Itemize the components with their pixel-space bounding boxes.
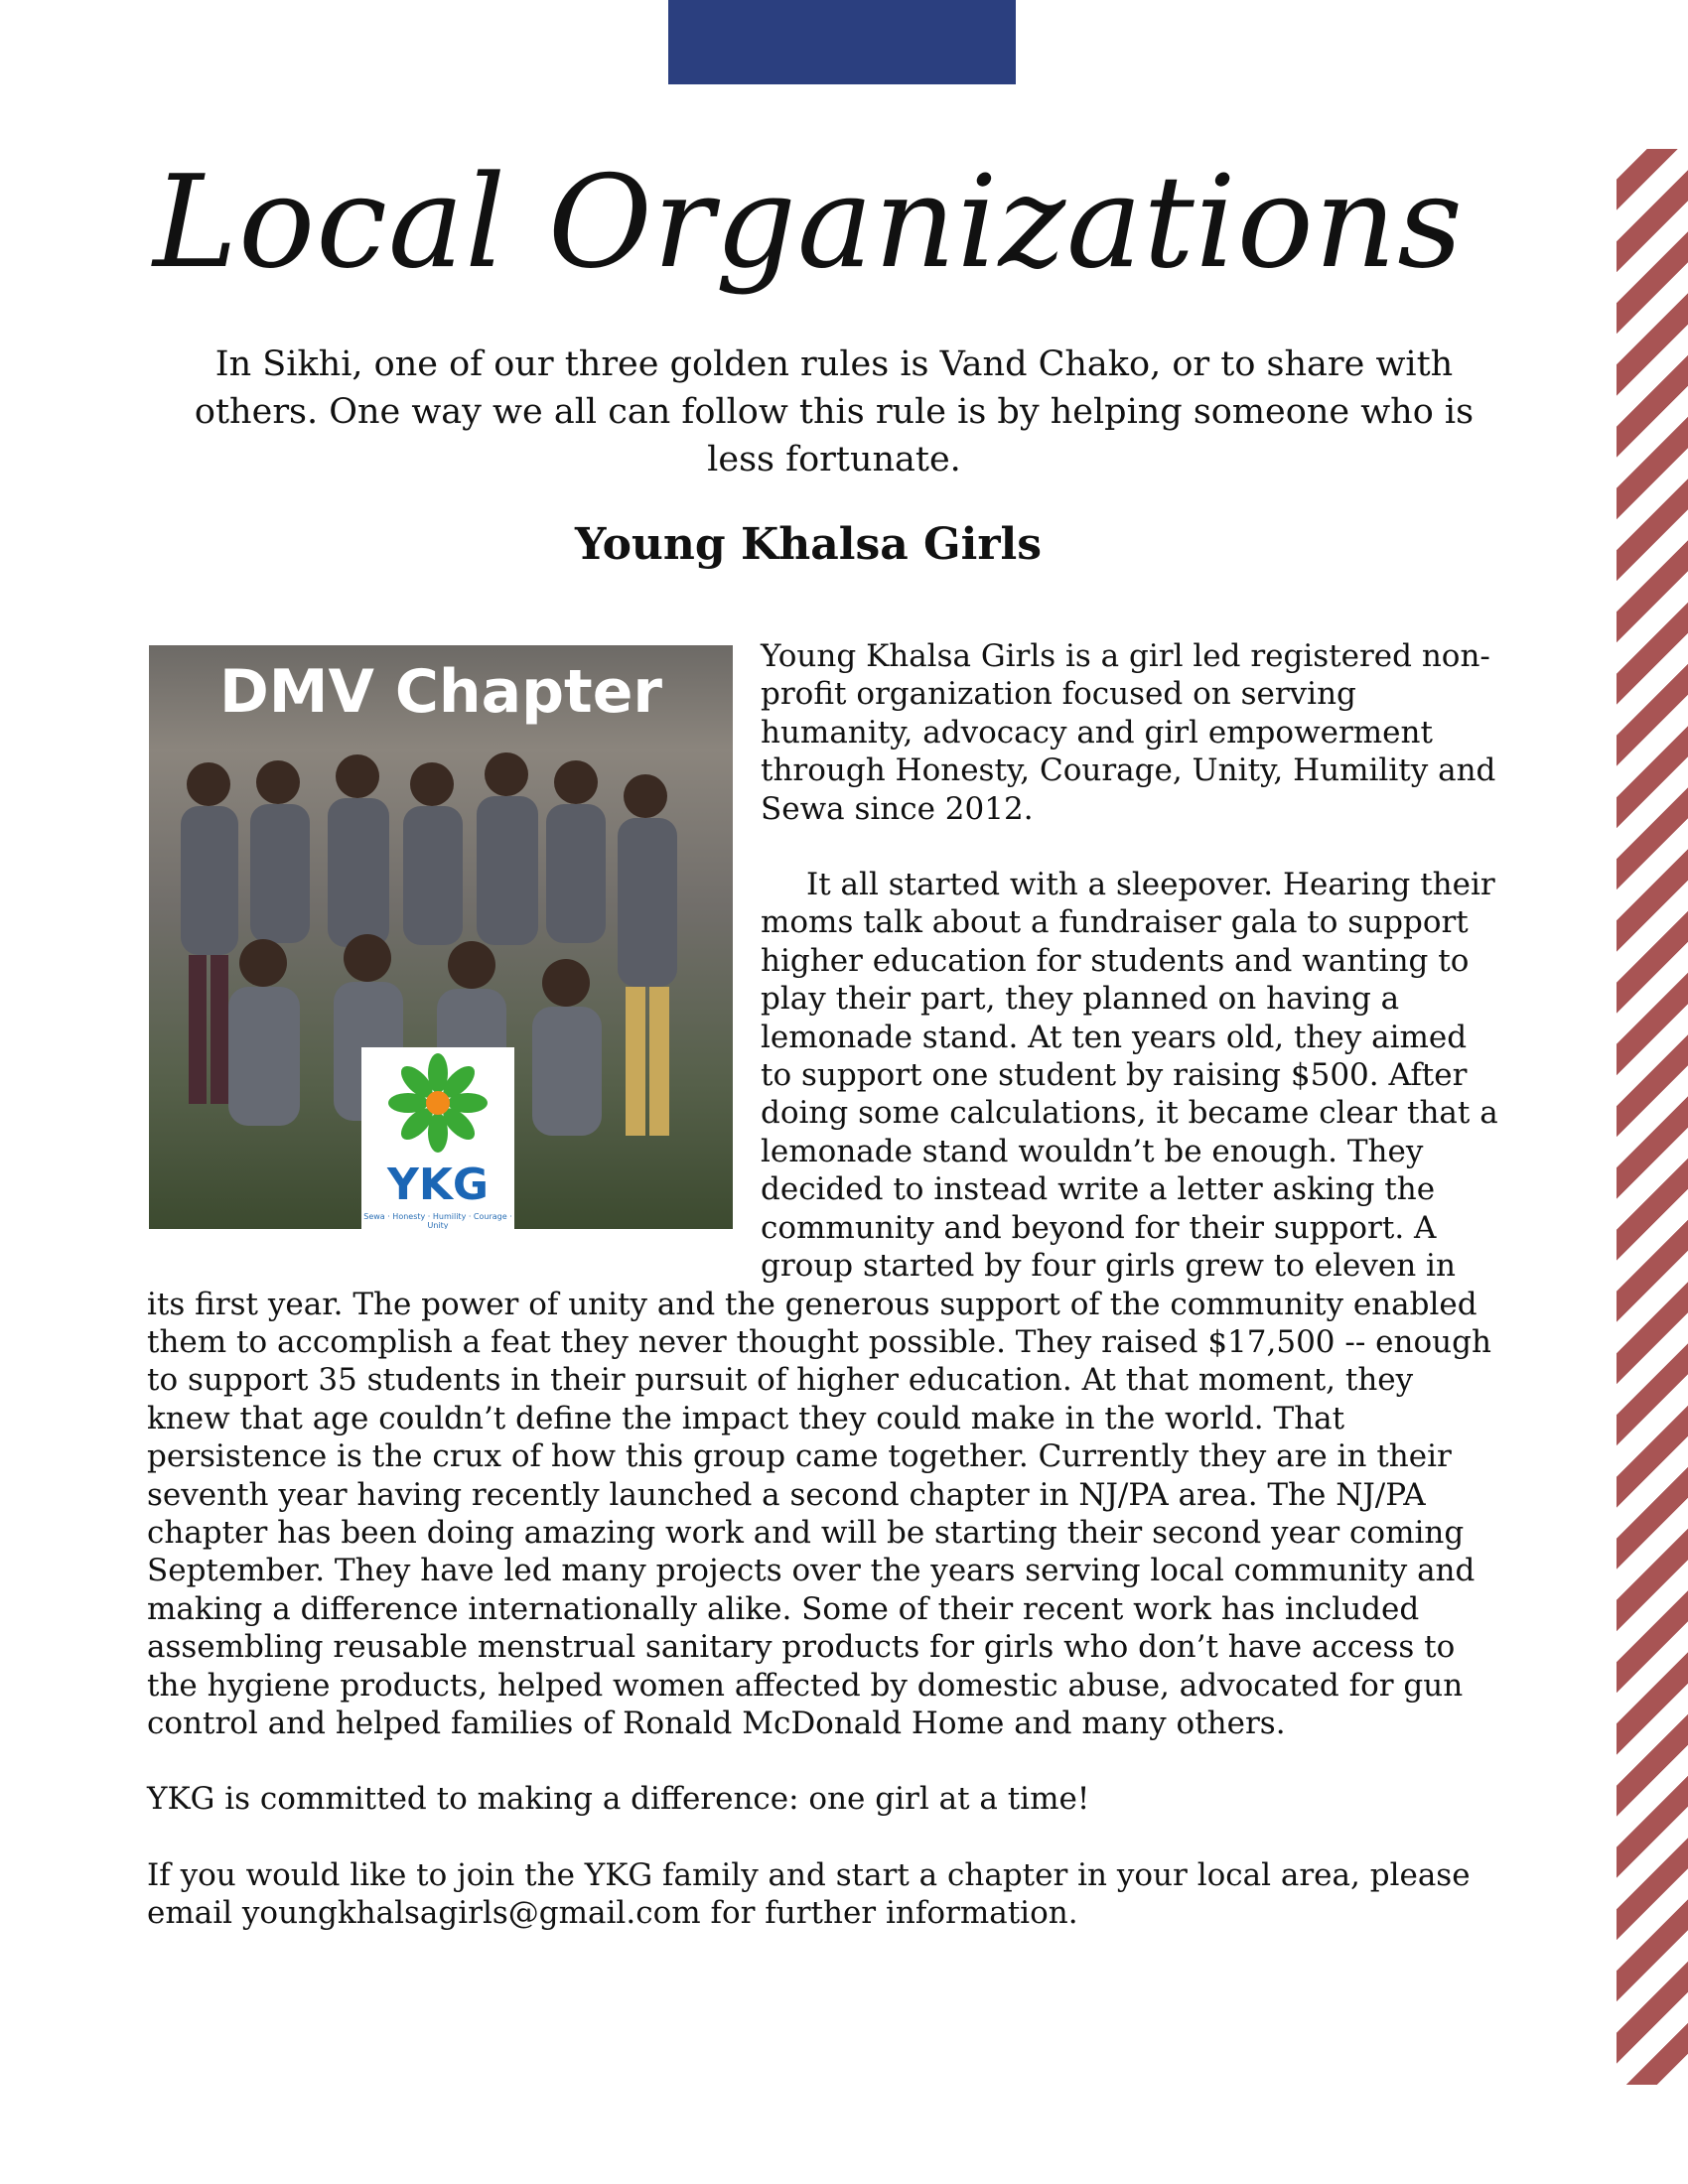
candy-stripe-border xyxy=(1617,149,1688,2085)
section-heading: Young Khalsa Girls xyxy=(574,519,1042,570)
paragraph-contact: If you would like to join the YKG family and start a chapter in your local area, please email youngkhalsagirls@gmail.com for further information. xyxy=(147,1856,1471,1932)
paragraph-history: It all started with a sleepover. Hearing their moms talk about a fundraiser gala to support higher education for students and wanting to play their part, they planned on having a lemonade stand. At ten years old, they aimed to support one student by raising $500. After doing some calculations, it became clear that a lemonade stand wouldn’t be enough. They decided to instead write a letter asking the community and beyond for their support. A group started by four girls grew to eleven in its first year. The power of unity and the generous support of the community enabled them to accomplish a feat they never thought possible. They raised $17,500 -- enough to support 35 students in their pursuit of higher education. At that moment, they knew that age couldn’t define the impact they could make in the world. That persistence is the crux of how this group came together. Currently they are in their seventh year having recently launched a second chapter in NJ/PA area. The NJ/PA chapter has been doing amazing work and will be starting their second year coming September. They have led many projects over the years serving local community and making a difference internationally alike. Some of their recent work has included assembling reusable menstrual sanitary products for girls who don’t have access to the hygiene products, helped women affected by domestic abuse, advocated for gun control and helped families of Ronald McDonald Home and many others. xyxy=(147,867,1498,1741)
top-accent-bar xyxy=(668,0,1016,84)
paragraph-commitment: YKG is committed to making a difference: one girl at a time! xyxy=(147,1781,1090,1818)
photo-wrap-spacer xyxy=(147,637,761,1273)
paragraph-intro: Young Khalsa Girls is a girl led registered non-profit organization focused on serving humanity, advocacy and girl empowerment through Honesty, Courage, Unity, Humility and Sewa since 2012. xyxy=(761,638,1496,827)
ykg-logo-tagline: Sewa · Honesty · Humility · Courage · Unity xyxy=(363,1212,512,1229)
photo-caption: DMV Chapter xyxy=(219,657,662,727)
article-body xyxy=(147,637,1502,1933)
intro-paragraph: In Sikhi, one of our three golden rules is Vand Chako, or to share with others. One way we all can follow this rule is by helping someone who is less fortunate. xyxy=(194,344,1475,479)
page-title: Local Organizations xyxy=(153,149,1464,297)
ykg-logo-text: YKG xyxy=(386,1160,490,1210)
